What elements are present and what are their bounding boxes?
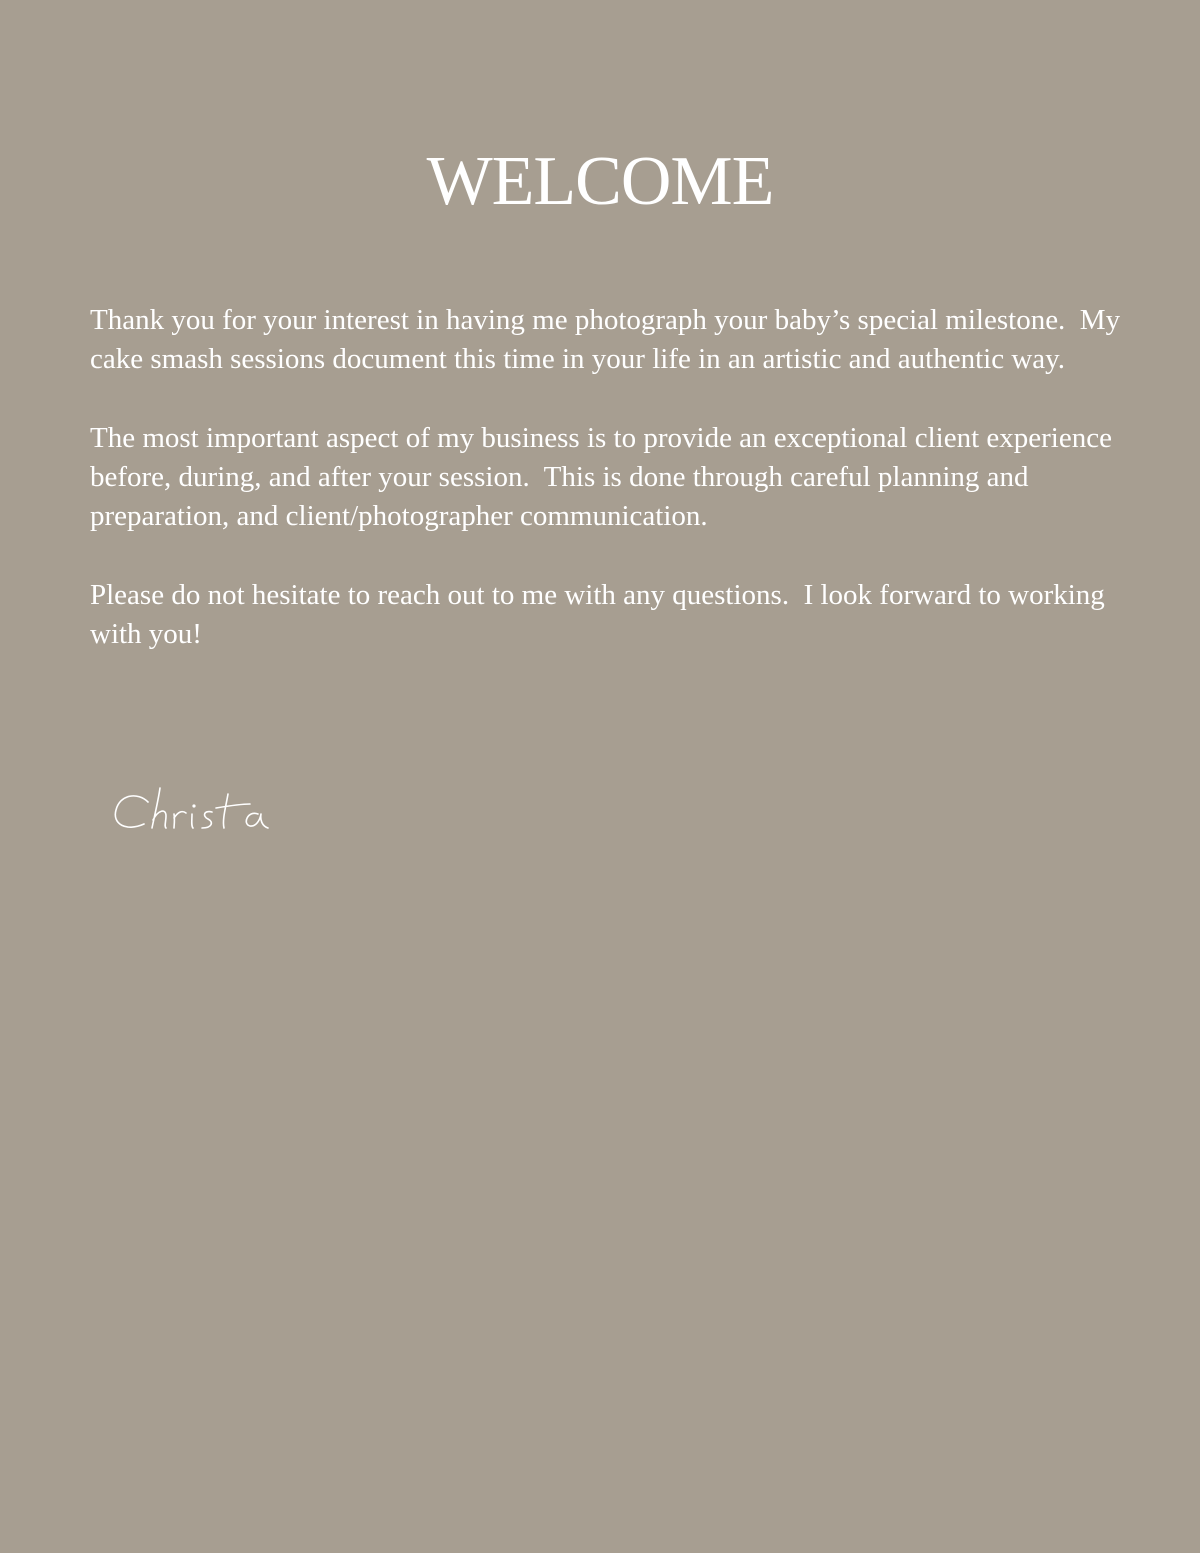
closing-paragraph: Please do not hesitate to reach out to me with any questions. I look forward to working with you! [90,579,1113,650]
letter-body [90,301,1130,694]
page-title: WELCOME [426,143,774,220]
intro-paragraph: Thank you for your interest in having me photograph your baby’s special milestone. My cake smash sessions document this time in your life in an artistic and authentic way. [90,304,1128,375]
experience-paragraph: The most important aspect of my business is to provide an exceptional client experience before, during, and after your session. This is done through careful planning and preparation, and client/photographer communication. [90,422,1120,532]
handwritten-signature [108,780,328,850]
